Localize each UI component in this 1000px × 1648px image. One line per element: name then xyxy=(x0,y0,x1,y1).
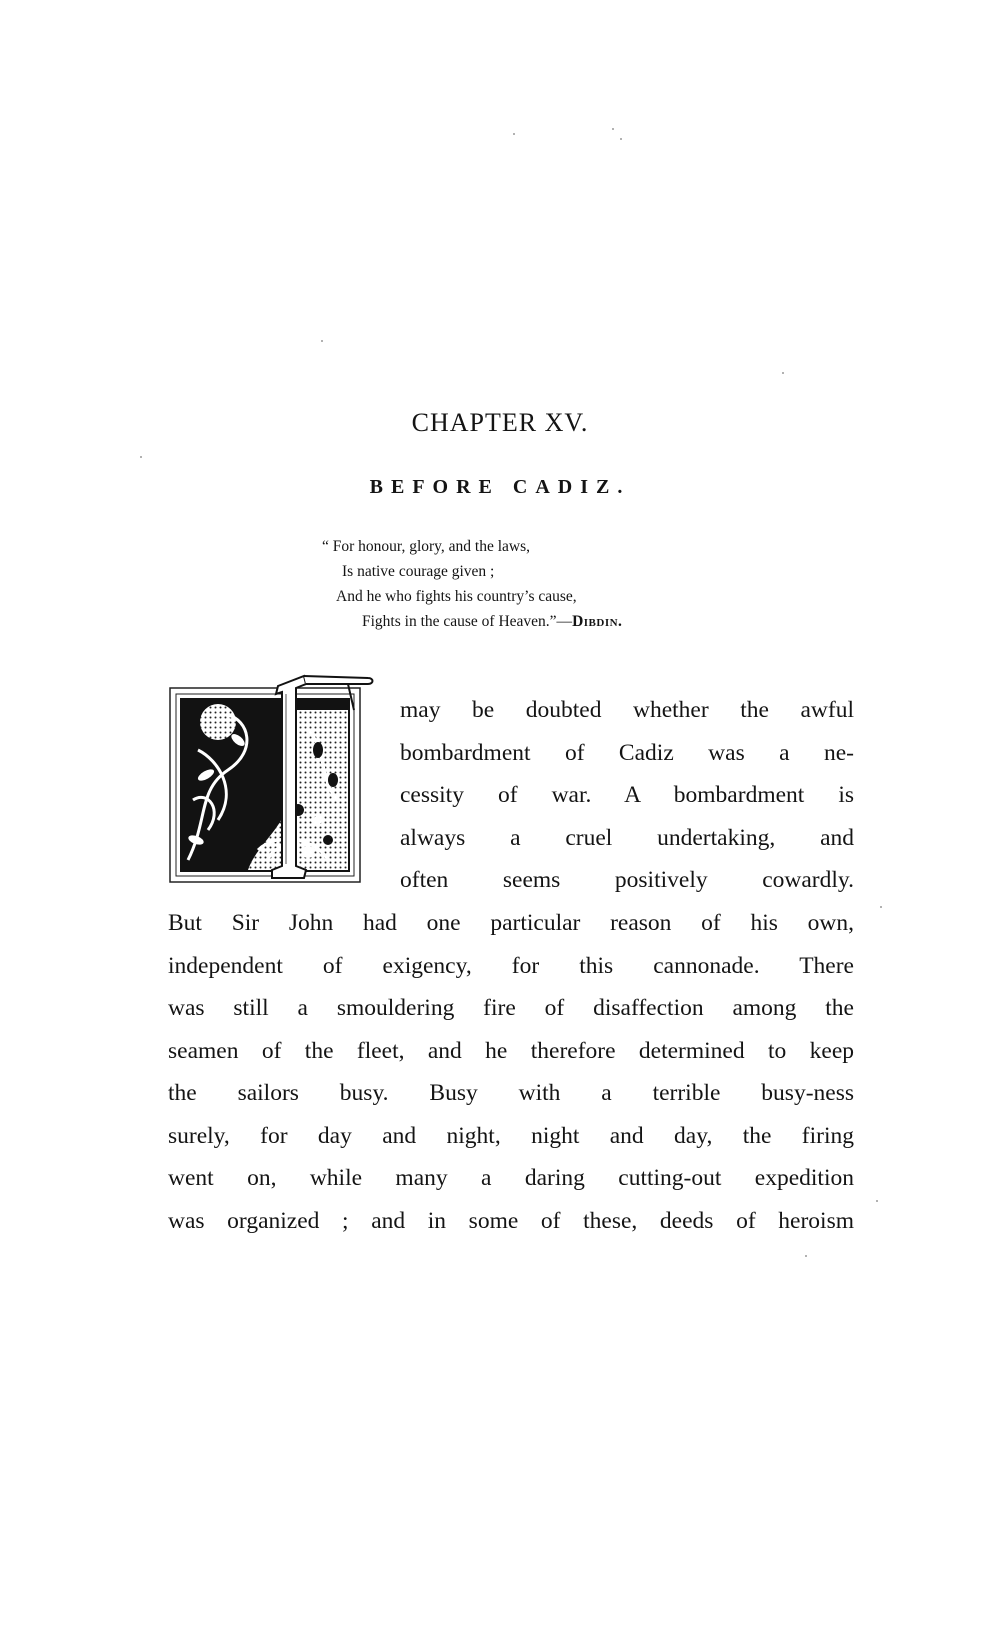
drop-cap-ornament xyxy=(168,670,376,884)
epigraph-line xyxy=(322,609,802,634)
epigraph-line: Is native courage given ; xyxy=(342,563,495,580)
text-line: surely, for day and night, night and day, the firing xyxy=(168,1122,854,1149)
paragraph-continuation xyxy=(168,902,854,1242)
scan-speck xyxy=(140,456,142,458)
text-line: was still a smouldering fire of disaffection among the xyxy=(168,995,854,1021)
scan-speck xyxy=(620,138,622,140)
text-line: seamen of the fleet, and he therefore determined to keep xyxy=(168,1037,854,1064)
chapter-title: BEFORE CADIZ. xyxy=(369,476,631,498)
chapter-number: CHAPTER XV. xyxy=(411,408,589,437)
scan-speck xyxy=(513,133,515,135)
text-line: may be doubted whether the awful xyxy=(400,697,854,723)
text-line: the sailors busy. Busy with a terrible busy-ness xyxy=(168,1080,854,1106)
text-line: often seems positively cowardly. xyxy=(400,867,854,893)
dotted-flower xyxy=(200,704,236,740)
epigraph-attribution: Dibdin. xyxy=(572,613,623,630)
scan-speck xyxy=(612,128,614,130)
text-line: went on, while many a daring cutting-out expedition xyxy=(168,1165,854,1191)
ornate-drop-cap xyxy=(168,670,376,884)
text-line: But Sir John had one particular reason of his own, xyxy=(168,910,854,936)
scan-speck xyxy=(876,1200,878,1202)
scan-speck xyxy=(782,372,784,374)
scan-speck xyxy=(805,1255,807,1257)
paragraph-opening xyxy=(400,689,854,902)
text-line: always a cruel undertaking, and xyxy=(400,824,854,851)
scan-speck xyxy=(321,340,323,342)
scan-speck xyxy=(880,906,882,908)
text-line: independent of exigency, for this cannonade. There xyxy=(168,952,854,979)
text-line: cessity of war. A bombardment is xyxy=(400,782,854,808)
epigraph-line: And he who fights his country’s cause, xyxy=(336,588,577,605)
epigraph xyxy=(322,534,802,634)
epigraph-last-line-text: Fights in the cause of Heaven.”— xyxy=(362,613,573,630)
text-line: was organized ; and in some of these, deeds of heroism xyxy=(168,1207,854,1234)
text-line: bombardment of Cadiz was a ne- xyxy=(400,739,854,766)
epigraph-line: “ For honour, glory, and the laws, xyxy=(322,538,531,555)
